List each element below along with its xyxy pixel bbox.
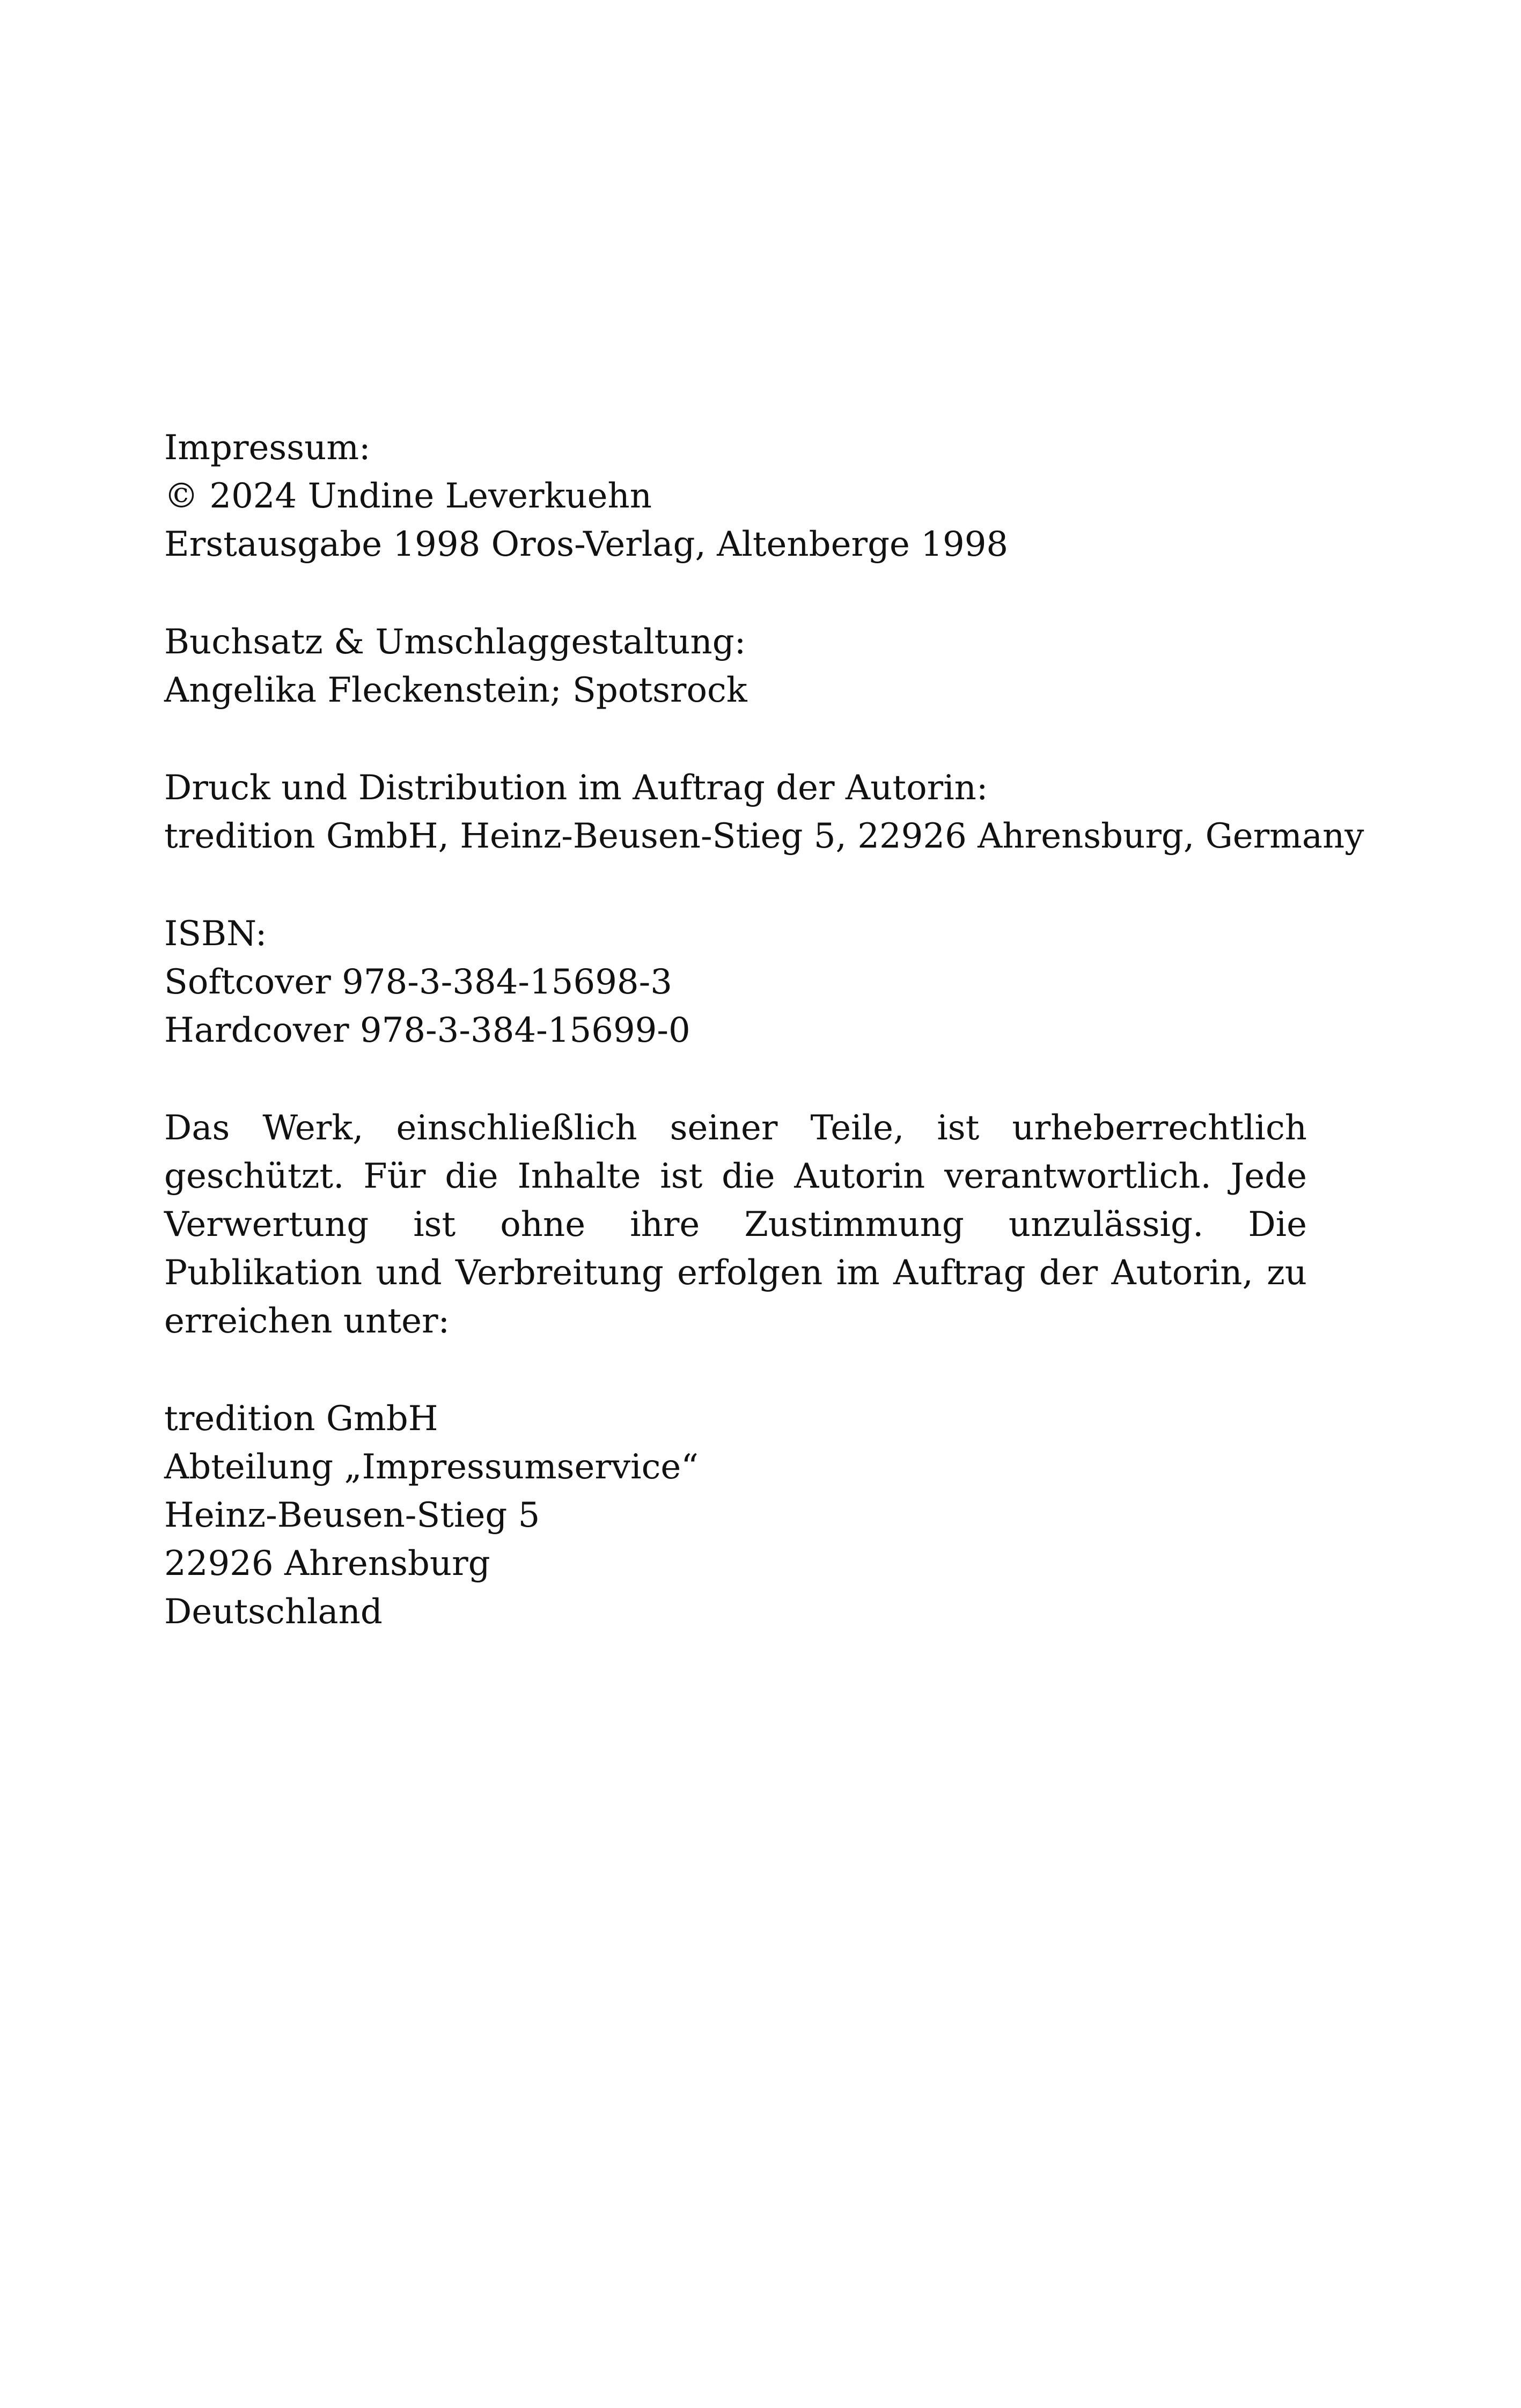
- impressum-heading: Impressum:: [164, 428, 371, 468]
- contact-department: Abteilung „Impressumservice“: [164, 1447, 699, 1487]
- first-edition-line: Erstausgabe 1998 Oros-Verlag, Altenberge 1998: [164, 525, 1009, 564]
- contact-section: [164, 1395, 1307, 1636]
- isbn-hardcover: Hardcover 978-3-384-15699-0: [164, 1011, 690, 1050]
- printing-address: tredition GmbH, Heinz-Beusen-Stieg 5, 22926 Ahrensburg, Germany: [164, 816, 1364, 856]
- design-section: [164, 618, 1307, 715]
- printing-label: Druck und Distribution im Auftrag der Autorin:: [164, 768, 988, 808]
- legal-section: [164, 1104, 1307, 1345]
- isbn-softcover: Softcover 978-3-384-15698-3: [164, 962, 672, 1002]
- contact-country: Deutschland: [164, 1592, 383, 1632]
- contact-street: Heinz-Beusen-Stieg 5: [164, 1496, 540, 1535]
- contact-company: tredition GmbH: [164, 1399, 438, 1439]
- printing-section: [164, 764, 1364, 860]
- legal-text: Das Werk, einschließlich seiner Teile, ist urheberrechtlich geschützt. Für die Inhalte ist die Autorin verantwortlich. Jede Verwertung ist ohne ihre Zustimmung unzulässig. Die Publikation und Verbreitung erfolgen im Auftrag der Autorin, zu erreichen unter:: [164, 1108, 1307, 1341]
- contact-city: 22926 Ahrensburg: [164, 1544, 490, 1584]
- design-names: Angelika Fleckenstein; Spotsrock: [164, 671, 747, 710]
- design-label: Buchsatz & Umschlaggestaltung:: [164, 622, 746, 662]
- impressum-section: [164, 424, 1307, 569]
- copyright-line: © 2024 Undine Leverkuehn: [164, 476, 652, 516]
- isbn-section: [164, 910, 1307, 1055]
- isbn-label: ISBN:: [164, 914, 267, 954]
- imprint-text: [164, 424, 1364, 1685]
